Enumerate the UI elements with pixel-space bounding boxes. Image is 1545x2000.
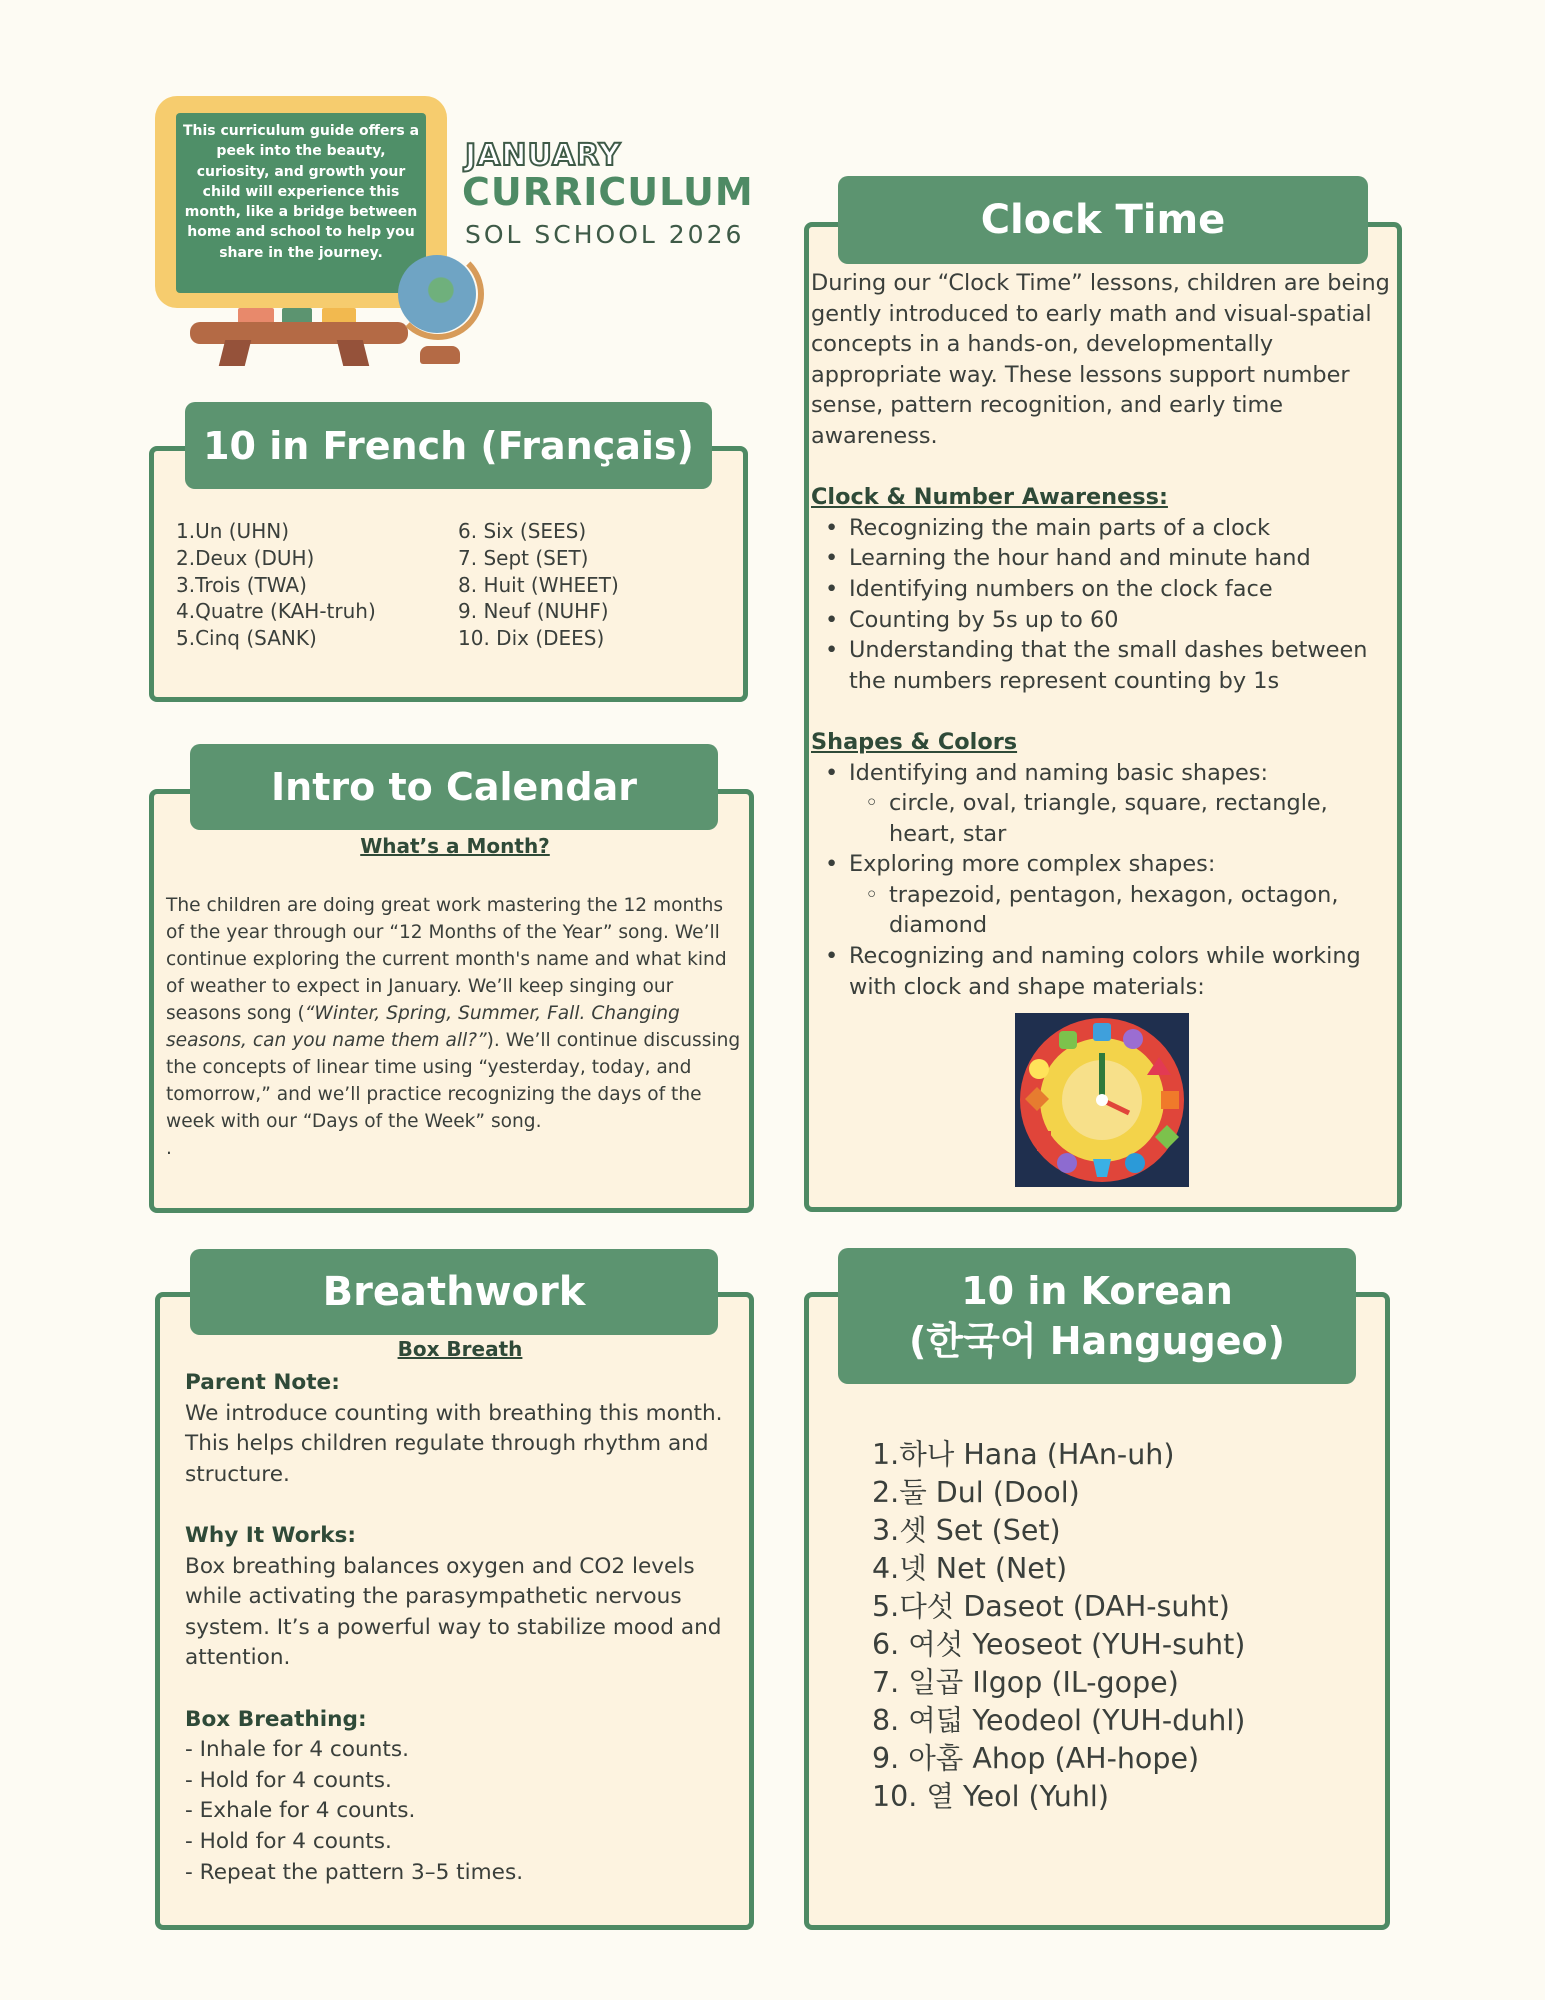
shape-clock-photo (1015, 1013, 1189, 1187)
french-list-1 (176, 518, 376, 652)
list-item: 8. 여덟 Yeodeol (YUH-duhl) (872, 1704, 1246, 1737)
breathwork-title: Breathwork (190, 1249, 718, 1335)
calendar-text: The children are doing great work mastering the 12 months of the year through our “12 Months of the Year” song. We’ll continue exploring the current month's name and what kind of weather to expect in January. We’ll keep singing our seasons song ( (166, 895, 727, 1024)
clock-intro: During our “Clock Time” lessons, children are being gently introduced to early math and visual-spatial concepts in a hands-on, developmentally appropriate way. These lessons support number sense, pattern recognition, and early time awareness. (811, 270, 1390, 449)
why-heading: Why It Works: (185, 1522, 357, 1548)
calendar-trailing: . (166, 1138, 172, 1159)
globe-base (420, 346, 460, 364)
list-subitem: ◦ trapezoid, pentagon, hexagon, octagon, diamond (811, 880, 1399, 941)
desk-illustration (190, 322, 408, 344)
list-item: - Repeat the pattern 3–5 times. (185, 1859, 524, 1885)
list-item: 10. 열 Yeol (Yuhl) (872, 1780, 1109, 1813)
list-item: 4.Quatre (KAH-truh) (176, 599, 376, 624)
list-item: • Recognizing the main parts of a clock (811, 513, 1399, 544)
list-item: - Exhale for 4 counts. (185, 1798, 416, 1824)
parent-note-heading: Parent Note: (185, 1370, 340, 1395)
list-item: • Exploring more complex shapes: (811, 849, 1399, 880)
chalkboard-intro: This curriculum guide offers a peek into the beauty, curiosity, and growth your child will experience this month, like a bridge between home and school to help you share in the journey. (176, 113, 426, 293)
korean-title-line-2: (한국어 Hangugeo) (909, 1319, 1285, 1363)
why-text: Box breathing balances oxygen and CO2 levels while activating the parasympathetic nervous system. It’s a powerful way to stabilize mood and attention. (185, 1553, 722, 1671)
list-item: 10. Dix (DEES) (458, 626, 605, 651)
list-item: 9. Neuf (NUHF) (458, 599, 609, 624)
list-item: • Learning the hour hand and minute hand (811, 543, 1399, 574)
list-item: 5.다섯 Daseot (DAH-suht) (872, 1590, 1230, 1623)
list-item: • Identifying and naming basic shapes: (811, 758, 1399, 789)
list-item: 6. Six (SEES) (458, 519, 587, 543)
korean-title-line-1: 10 in Korean (961, 1269, 1233, 1313)
korean-title (838, 1248, 1356, 1384)
list-item: 3.Trois (TWA) (176, 572, 307, 597)
list-item: 1.하나 Hana (HAn-uh) (872, 1438, 1175, 1471)
clock-toy-icon (1015, 1013, 1189, 1187)
clock-title: Clock Time (838, 176, 1368, 264)
list-item: 4.넷 Net (Net) (872, 1552, 1068, 1585)
korean-list (872, 1436, 1245, 1816)
list-item: 9. 아홉 Ahop (AH-hope) (872, 1742, 1200, 1775)
french-title: 10 in French (Français) (185, 402, 712, 489)
list-item: 2.Deux (DUH) (176, 545, 315, 570)
globe-stand (392, 248, 484, 340)
breathwork-body (185, 1368, 745, 1888)
calendar-body (166, 892, 746, 1162)
list-item: 7. 일곱 Ilgop (IL-gope) (872, 1666, 1179, 1699)
calendar-song-lyrics: “Winter, Spring, Summer, Fall. Changing seasons, can you name them all?” (166, 1003, 680, 1051)
list-item: - Hold for 4 counts. (185, 1828, 392, 1854)
calendar-text: ). We’ll continue discussing the concepts of linear time using “yesterday, today, and tomorrow,” and we’ll practice recognizing the days of the week with our “Days of the Week” song. (166, 1030, 741, 1132)
parent-note-text: We introduce counting with breathing this month. This helps children regulate through rhythm and structure. (185, 1400, 723, 1487)
awareness-heading: Clock & Number Awareness: (811, 484, 1168, 511)
title-curriculum: CURRICULUM (462, 170, 754, 214)
awareness-list (811, 513, 1399, 697)
list-item: • Recognizing and naming colors while working with clock and shape materials: (811, 941, 1399, 1002)
shapes-heading: Shapes & Colors (811, 728, 1018, 755)
list-item: • Identifying numbers on the clock face (811, 574, 1399, 605)
list-item: - Inhale for 4 counts. (185, 1737, 409, 1763)
list-item: 5.Cinq (SANK) (176, 626, 317, 651)
list-item: - Hold for 4 counts. (185, 1767, 392, 1793)
list-item: 6. 여섯 Yeoseot (YUH-suht) (872, 1628, 1246, 1661)
steps-heading: Box Breathing: (185, 1706, 367, 1732)
clock-body (811, 268, 1399, 1002)
list-item: 1.Un (UHN) (176, 519, 289, 543)
desk-leg (219, 340, 251, 366)
list-item: 3.셋 Set (Set) (872, 1514, 1061, 1547)
title-month: JANUARY (465, 138, 622, 173)
list-item: 2.둘 Dul (Dool) (872, 1476, 1080, 1509)
shapes-list (811, 758, 1399, 1003)
french-list-2 (458, 518, 619, 652)
breathwork-subtitle: Box Breath (397, 1337, 523, 1361)
calendar-title: Intro to Calendar (190, 744, 718, 830)
list-item: 8. Huit (WHEET) (458, 572, 619, 597)
list-subitem: ◦ circle, oval, triangle, square, rectangle, heart, star (811, 788, 1399, 849)
title-school: SOL SCHOOL 2026 (465, 220, 745, 249)
calendar-subtitle: What’s a Month? (360, 834, 550, 858)
list-item: 7. Sept (SET) (458, 545, 589, 570)
list-item: • Counting by 5s up to 60 (811, 605, 1399, 636)
list-item: • Understanding that the small dashes between the numbers represent counting by 1s (811, 635, 1399, 696)
